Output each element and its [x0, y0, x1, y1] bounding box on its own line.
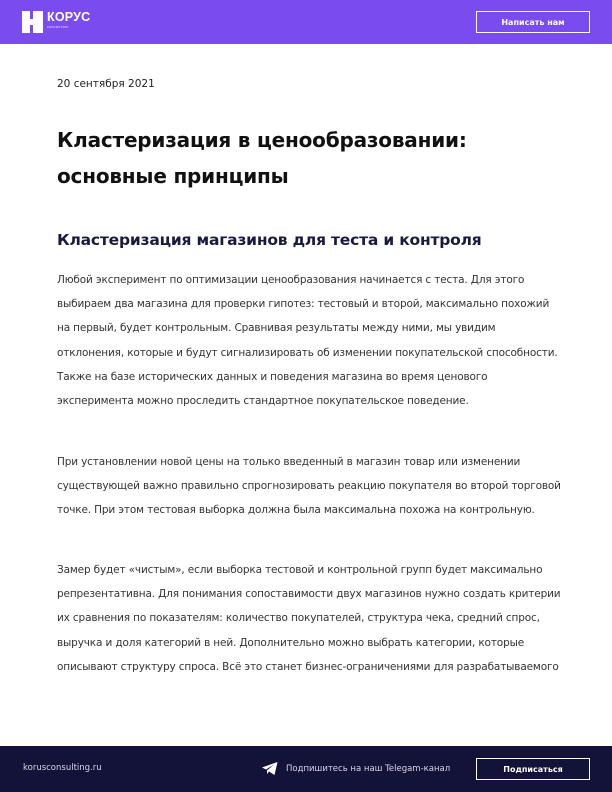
page-header [0, 0, 612, 44]
telegram-subscribe-link[interactable] [262, 762, 450, 775]
publication-date: 20 сентября 2021 [57, 78, 155, 90]
section-heading: Кластеризация магазинов для теста и контроля [57, 231, 482, 249]
paragraph-1: Любой эксперимент по оптимизации ценообразования начинается с теста. Для этого выбираем два магазина для проверки гипотез: тестовый и второй, максимально похожий на первый, будет контрольным. Сравнивая результаты между ними, мы увидим отклонения, которые и будут сигнализировать об изменении покупательской способности. Также на базе исторических данных и поведения магазина во время ценового эксперимента можно проследить стандартное покупательское поведение. [57, 274, 558, 408]
page-footer [0, 746, 612, 792]
article-title: Кластеризация в ценообразовании: основные принципы [57, 128, 467, 188]
paragraph-3: Замер будет «чистым», если выборка тестовой и контрольной групп будет максимально репрезентативна. Для понимания сопоставимости двух магазинов нужно создать критерии их сравнения по показателям: количество покупателей, структура чека, средний спрос, выручка и доля категорий в ней. Дополнительно можно выбрать категории, которые описывают структуру спроса. Всё это станет бизнес-ограничениями для разрабатываемого [57, 564, 561, 673]
telegram-icon [262, 762, 278, 775]
contact-us-button[interactable]: Написать нам [476, 11, 590, 33]
logo-mark-icon [22, 11, 43, 33]
logo-name: КОРУС [47, 10, 91, 24]
korus-logo[interactable] [22, 11, 90, 33]
site-link[interactable]: korusconsulting.ru [23, 763, 102, 773]
paragraph-2: При установлении новой цены на только введенный в магазин товар или изменении существующей важно правильно спрогнозировать реакцию покупателя во второй торговой точке. При этом тестовая выборка должна была максимальна похожа на контрольную. [57, 456, 561, 517]
telegram-text: Подпишитесь на наш Telegam-канал [286, 763, 451, 774]
logo-subtitle: консалтинг [47, 25, 69, 29]
subscribe-button[interactable]: Подписаться [476, 758, 590, 780]
